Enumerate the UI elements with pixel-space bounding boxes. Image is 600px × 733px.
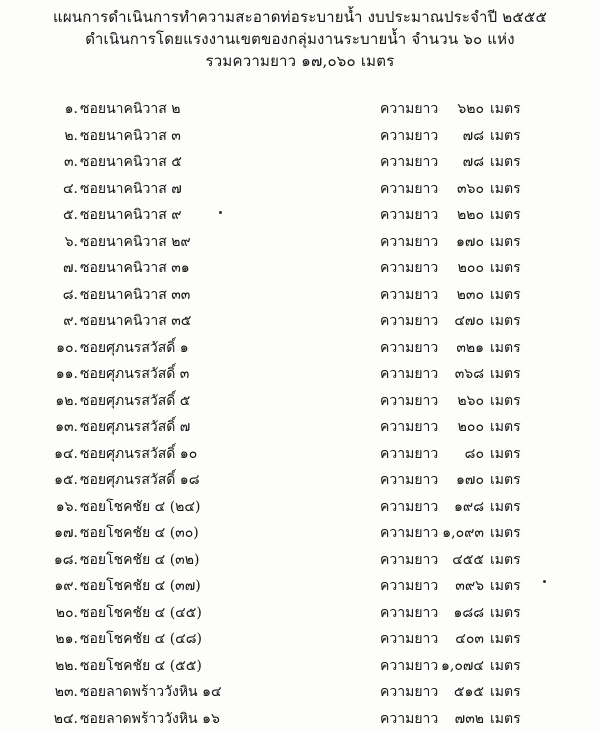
list-item — [0, 333, 600, 360]
item-name: ซอยโชคชัย ๔ (๓๗) — [80, 578, 201, 594]
list-item — [0, 624, 600, 651]
item-unit: เมตร — [490, 498, 521, 515]
item-length-label: ความยาว — [380, 551, 439, 568]
item-length-value: ๑๗๐ — [456, 472, 484, 488]
item-unit: เมตร — [490, 207, 521, 223]
item-unit: เมตร — [490, 392, 521, 409]
item-unit: เมตร — [490, 578, 521, 594]
item-unit: เมตร — [490, 445, 521, 462]
item-length-label: ความยาว — [380, 684, 439, 700]
item-unit: เมตร — [490, 551, 521, 568]
item-number: ๑๕. — [54, 472, 78, 488]
item-unit: เมตร — [490, 604, 521, 621]
item-name: ซอยนาคนิวาส ๓๕ — [80, 313, 192, 329]
item-name: ซอยนาคนิวาส ๓๑ — [80, 260, 190, 276]
item-name: ซอยนาคนิวาส ๗ — [80, 180, 182, 197]
item-length-label: ความยาว — [380, 366, 439, 382]
item-length-label: ความยาว — [380, 233, 439, 250]
list-item — [0, 465, 600, 492]
item-number: ๑๐. — [56, 339, 78, 356]
item-length-value: ๔๕๕ — [452, 551, 484, 568]
item-number: ๖. — [64, 233, 78, 250]
item-unit: เมตร — [490, 419, 521, 435]
item-name: ซอยโชคชัย ๔ (๕๕) — [80, 657, 202, 674]
list-item — [0, 704, 600, 731]
item-length-value: ๑,๐๗๔ — [440, 657, 484, 674]
item-name: ซอยนาคนิวาส ๒๙ — [80, 233, 191, 250]
item-name: ซอยศุภนรสวัสดิ์ ๓ — [80, 366, 190, 382]
list-item — [0, 651, 600, 678]
item-length-value: ๖๒๐ — [457, 101, 484, 117]
item-unit: เมตร — [490, 313, 521, 329]
item-length-label: ความยาว — [380, 154, 439, 170]
item-number: ๒๔. — [53, 710, 78, 727]
item-name: ซอยศุภนรสวัสดิ์ ๑๘ — [80, 472, 200, 488]
item-length-value: ๑๘๘ — [453, 604, 484, 621]
list-item — [0, 147, 600, 174]
item-name: ซอยศุภนรสวัสดิ์ ๕ — [80, 392, 191, 409]
item-number: ๓. — [63, 154, 78, 170]
item-unit: เมตร — [490, 154, 521, 170]
item-length-value: ๗๓๒ — [454, 710, 484, 727]
item-length-label: ความยาว — [380, 127, 439, 144]
item-unit: เมตร — [490, 631, 521, 647]
item-length-value: ๓๙๖ — [455, 578, 484, 594]
item-unit: เมตร — [490, 339, 521, 356]
item-unit: เมตร — [490, 101, 521, 117]
item-length-value: ๒๖๐ — [457, 392, 484, 409]
item-number: ๑๖. — [55, 498, 78, 515]
item-unit: เมตร — [490, 657, 521, 674]
item-name: ซอยโชคชัย ๔ (๒๔) — [80, 498, 201, 515]
item-length-label: ความยาว — [380, 472, 439, 488]
scan-speck — [543, 580, 546, 583]
item-length-label: ความยาว — [380, 657, 439, 674]
item-length-label: ความยาว — [380, 313, 439, 329]
header-title: แผนการดำเนินการทำความสะอาดท่อระบายน้ำ งบประมาณประจำปี ๒๕๕๕ — [52, 8, 548, 26]
item-length-value: ๒๐๐ — [457, 419, 484, 435]
item-unit: เมตร — [490, 472, 521, 488]
item-number: ๕. — [62, 207, 78, 223]
list-item — [0, 200, 600, 227]
item-number: ๑๑. — [55, 366, 78, 382]
item-unit: เมตร — [490, 286, 521, 303]
item-length-value: ๔๐๓ — [455, 631, 484, 647]
item-length-value: ๑๙๘ — [454, 498, 484, 515]
item-length-label: ความยาว — [380, 525, 439, 541]
header-subtitle: ดำเนินการโดยแรงงานเขตของกลุ่มงานระบายน้ำ จำนวน ๖๐ แห่ง — [85, 30, 515, 48]
item-unit: เมตร — [490, 127, 521, 144]
list-item — [0, 386, 600, 413]
list-item — [0, 677, 600, 704]
item-length-value: ๑,๐๙๓ — [442, 525, 484, 541]
item-length-label: ความยาว — [380, 604, 439, 621]
list-item — [0, 94, 600, 121]
item-number: ๘. — [62, 286, 78, 303]
item-length-value: ๒๒๐ — [456, 207, 484, 223]
list-item — [0, 571, 600, 598]
item-name: ซอยนาคนิวาส ๒ — [80, 101, 181, 117]
item-length-label: ความยาว — [380, 498, 439, 515]
list-item — [0, 359, 600, 386]
item-length-label: ความยาว — [380, 180, 439, 197]
item-unit: เมตร — [490, 710, 521, 727]
item-name: ซอยนาคนิวาส ๕ — [80, 154, 182, 170]
item-length-value: ๕๑๕ — [453, 684, 484, 700]
item-length-value: ๑๗๐ — [456, 233, 484, 250]
item-length-label: ความยาว — [380, 286, 439, 303]
scan-speck — [219, 211, 222, 214]
item-number: ๗. — [63, 260, 78, 276]
list-item — [0, 280, 600, 307]
item-name: ซอยศุภนรสวัสดิ์ ๗ — [80, 419, 191, 435]
list-item — [0, 439, 600, 466]
list-item — [0, 598, 600, 625]
item-name: ซอยนาคนิวาส ๙ — [80, 207, 182, 223]
item-length-value: ๗๘ — [462, 154, 484, 170]
list-item — [0, 545, 600, 572]
item-number: ๑๓. — [55, 419, 78, 435]
item-unit: เมตร — [490, 366, 521, 382]
item-length-value: ๓๖๐ — [456, 180, 484, 197]
item-number: ๑๗. — [54, 525, 78, 541]
item-length-label: ความยาว — [380, 260, 439, 276]
item-length-value: ๓๖๘ — [454, 366, 484, 382]
list-item — [0, 227, 600, 254]
document-header — [0, 6, 600, 72]
item-length-label: ความยาว — [380, 710, 439, 727]
item-length-value: ๓๒๑ — [456, 339, 484, 356]
item-name: ซอยโชคชัย ๔ (๔๘) — [80, 631, 203, 647]
list-item — [0, 412, 600, 439]
item-name: ซอยศุภนรสวัสดิ์ ๑ — [80, 339, 189, 356]
item-name: ซอยศุภนรสวัสดิ์ ๑๐ — [80, 445, 198, 462]
item-name: ซอยโชคชัย ๔ (๔๕) — [80, 604, 202, 621]
item-length-value: ๒๓๐ — [456, 286, 484, 303]
item-name: ซอยโชคชัย ๔ (๓๐) — [80, 525, 199, 541]
list-item — [0, 518, 600, 545]
item-name: ซอยนาคนิวาส ๓๓ — [80, 286, 191, 303]
item-number: ๒๒. — [55, 657, 78, 674]
item-name: ซอยลาดพร้าววังหิน ๑๖ — [80, 710, 220, 727]
item-length-label: ความยาว — [380, 578, 439, 594]
item-length-label: ความยาว — [380, 207, 439, 223]
list-item — [0, 253, 600, 280]
item-number: ๑๒. — [55, 392, 78, 409]
item-length-label: ความยาว — [380, 445, 439, 462]
drain-list — [0, 94, 600, 730]
item-length-value: ๔๗๐ — [454, 313, 484, 329]
item-length-label: ความยาว — [380, 631, 439, 647]
list-item — [0, 306, 600, 333]
item-number: ๑๔. — [54, 445, 78, 462]
item-number: ๒๑. — [55, 631, 78, 647]
list-item — [0, 492, 600, 519]
item-length-label: ความยาว — [380, 339, 439, 356]
item-number: ๙. — [63, 313, 78, 329]
item-unit: เมตร — [490, 684, 521, 700]
item-number: ๑. — [64, 101, 78, 117]
item-length-value: ๒๐๐ — [457, 260, 484, 276]
item-length-label: ความยาว — [380, 392, 439, 409]
item-unit: เมตร — [490, 260, 521, 276]
item-length-value: ๘๐ — [464, 445, 484, 462]
header-total: รวมความยาว ๑๗,๐๖๐ เมตร — [205, 52, 395, 70]
item-number: ๑๙. — [54, 578, 78, 594]
list-item — [0, 174, 600, 201]
item-number: ๔. — [62, 180, 78, 197]
item-name: ซอยลาดพร้าววังหิน ๑๔ — [80, 684, 222, 700]
item-unit: เมตร — [490, 233, 521, 250]
item-number: ๑๘. — [53, 551, 78, 568]
item-name: ซอยโชคชัย ๔ (๓๒) — [80, 551, 200, 568]
item-number: ๒๓. — [54, 684, 78, 700]
item-length-value: ๗๘ — [462, 127, 484, 144]
item-unit: เมตร — [490, 525, 521, 541]
list-item — [0, 121, 600, 148]
item-number: ๒๐. — [55, 604, 78, 621]
item-length-label: ความยาว — [380, 419, 439, 435]
item-unit: เมตร — [490, 180, 521, 197]
item-name: ซอยนาคนิวาส ๓ — [80, 127, 181, 144]
item-length-label: ความยาว — [380, 101, 439, 117]
item-number: ๒. — [64, 127, 78, 144]
